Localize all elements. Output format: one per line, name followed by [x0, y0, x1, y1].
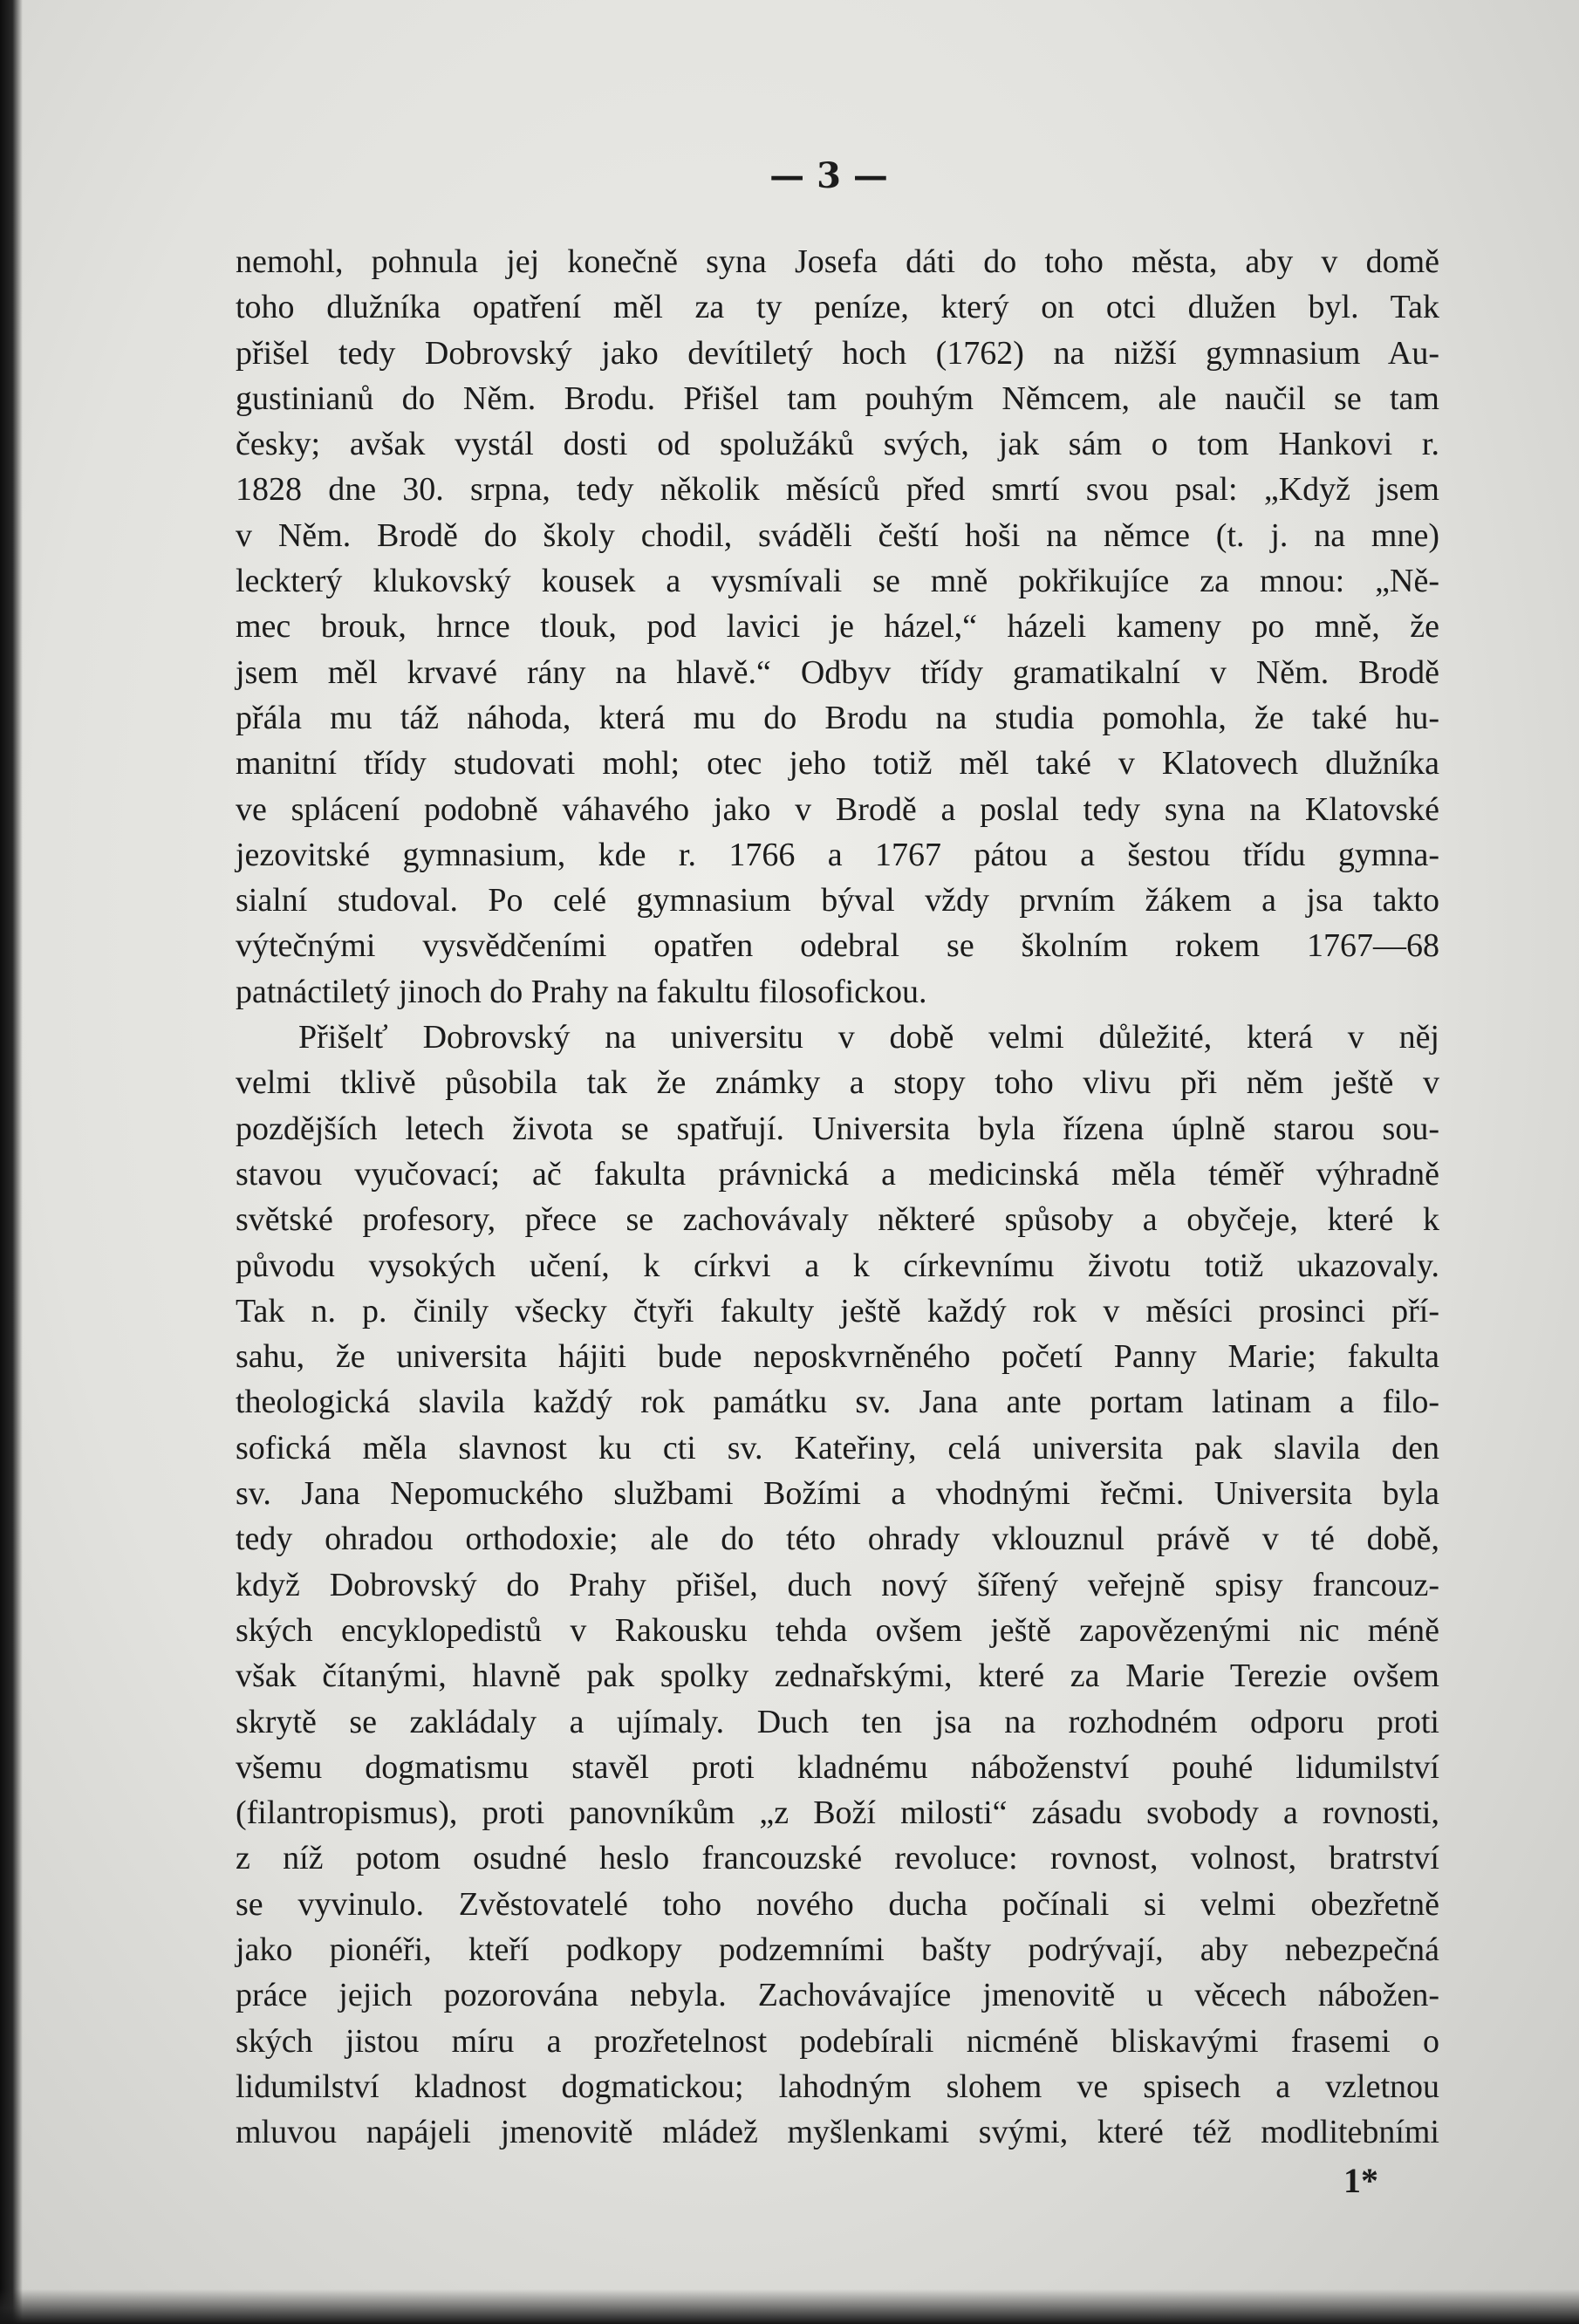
body-text — [236, 239, 1439, 2155]
text-line: velmi tklivě působila tak že známky a stopy toho vlivu při něm ještě v — [236, 1064, 1439, 1102]
text-line: ských jistou míru a prozřetelnost podebírali nicméně bliskavými frasemi o — [236, 2022, 1439, 2060]
text-line: původu vysokých učení, k církvi a k církevnímu životu totiž ukazovaly. — [236, 1247, 1439, 1284]
page-number: — 3 — — [769, 155, 888, 196]
text-line: sahu, že universita hájiti bude neposkvrněného početí Panny Marie; fakulta — [236, 1338, 1439, 1376]
page-left-edge-shadow — [0, 0, 23, 2324]
text-line: toho dlužníka opatření měl za ty peníze, který on otci dlužen byl. Tak — [236, 289, 1439, 326]
text-line: ských encyklopedistů v Rakousku tehda ovšem ještě zapovězenými nic méně — [236, 1611, 1439, 1649]
text-line: mec brouk, hrnce tlouk, pod lavici je házel,“ házeli kameny po mně, že — [236, 608, 1439, 646]
text-line: skrytě se zakládaly a ujímaly. Duch ten jsa na rozhodném odporu proti — [236, 1703, 1439, 1740]
paragraph-end-line: patnáctiletý jinoch do Prahy na fakultu filosofickou. — [236, 973, 927, 1010]
paragraph-start-line: Přišelť Dobrovský na universitu v době velmi důležité, která v něj — [298, 1019, 1439, 1056]
text-line: výtečnými vysvědčeními opatřen odebral se školním rokem 1767—68 — [236, 927, 1439, 965]
text-line: pozdějších letech života se spatřují. Universita byla řízena úplně starou sou- — [236, 1110, 1439, 1147]
text-line: v Něm. Brodě do školy chodil, sváděli čeští hoši na němce (t. j. na mne) — [236, 516, 1439, 554]
text-line: sv. Jana Nepomuckého službami Božími a vhodnými řečmi. Universita byla — [236, 1475, 1439, 1513]
text-line: ve splácení podobně váhavého jako v Brodě a poslal tedy syna na Klatovské — [236, 790, 1439, 828]
text-line: jezovitské gymnasium, kde r. 1766 a 1767 pátou a šestou třídu gymna- — [236, 836, 1439, 873]
text-line: světské profesory, přece se zachovávaly některé spůsoby a obyčeje, které k — [236, 1201, 1439, 1239]
text-line: jako pionéři, kteří podkopy podzemními bašty podrývají, aby nebezpečná — [236, 1931, 1439, 1968]
text-line: mluvou napájeli jmenovitě mládež myšlenkami svými, které též modlitebními — [236, 2114, 1439, 2151]
text-line: však čítanými, hlavně pak spolky zednařskými, které za Marie Terezie ovšem — [236, 1658, 1439, 1695]
text-line: (filantropismus), proti panovníkům „z Boží milosti“ zásadu svobody a rovnosti, — [236, 1794, 1439, 1832]
text-line: sialní studoval. Po celé gymnasium býval vždy prvním žákem a jsa takto — [236, 882, 1439, 919]
text-line: 1828 dne 30. srpna, tedy několik měsíců před smrtí svou psal: „Když jsem — [236, 471, 1439, 509]
text-line: práce jejich pozorována nebyla. Zachovávajíce jmenovitě u věcech nábožen- — [236, 1977, 1439, 2014]
text-line: přišel tedy Dobrovský jako devítiletý hoch (1762) na nižší gymnasium Au- — [236, 334, 1439, 372]
text-line: když Dobrovský do Prahy přišel, duch nový šířený veřejně spisy francouz- — [236, 1566, 1439, 1603]
text-line: česky; avšak vystál dosti od spolužáků svých, jak sám o tom Hankovi r. — [236, 426, 1439, 463]
text-line: stavou vyučovací; ač fakulta právnická a medicinská měla téměř výhradně — [236, 1155, 1439, 1193]
text-line: manitní třídy studovati mohl; otec jeho totiž měl také v Klatovech dlužníka — [236, 745, 1439, 783]
text-line: všemu dogmatismu stavěl proti kladnému náboženství pouhé lidumilství — [236, 1748, 1439, 1786]
text-line: přála mu táž náhoda, která mu do Brodu na studia pomohla, že také hu- — [236, 699, 1439, 736]
page-bottom-edge-shadow — [0, 2289, 1579, 2324]
text-line: theologická slavila každý rok památku sv. Jana ante portam latinam a filo- — [236, 1384, 1439, 1421]
text-line: nemohl, pohnula jej konečně syna Josefa dáti do toho města, aby v domě — [236, 243, 1439, 280]
text-line: gustinianů do Něm. Brodu. Přišel tam pouhým Němcem, ale naučil se tam — [236, 379, 1439, 417]
text-line: sofická měla slavnost ku cti sv. Kateřiny, celá universita pak slavila den — [236, 1429, 1439, 1466]
text-line: Tak n. p. činily všecky čtyři fakulty ještě každý rok v měsíci prosinci pří- — [236, 1292, 1439, 1329]
text-line: z níž potom osudné heslo francouzské revoluce: rovnost, volnost, bratrství — [236, 1840, 1439, 1877]
text-line: tedy ohradou orthodoxie; ale do této ohrady vklouznul právě v té době, — [236, 1521, 1439, 1558]
text-line: leckterý klukovský kousek a vysmívali se mně pokřikujíce za mnou: „Ně- — [236, 563, 1439, 600]
text-line: se vyvinulo. Zvěstovatelé toho nového ducha počínali si velmi obezřetně — [236, 1885, 1439, 1923]
text-line: jsem měl krvavé rány na hlavě.“ Odbyv třídy gramatikalní v Něm. Brodě — [236, 653, 1439, 691]
signature-mark: 1* — [1343, 2161, 1378, 2200]
text-line: lidumilství kladnost dogmatickou; lahodným slohem ve spisech a vzletnou — [236, 2068, 1439, 2105]
